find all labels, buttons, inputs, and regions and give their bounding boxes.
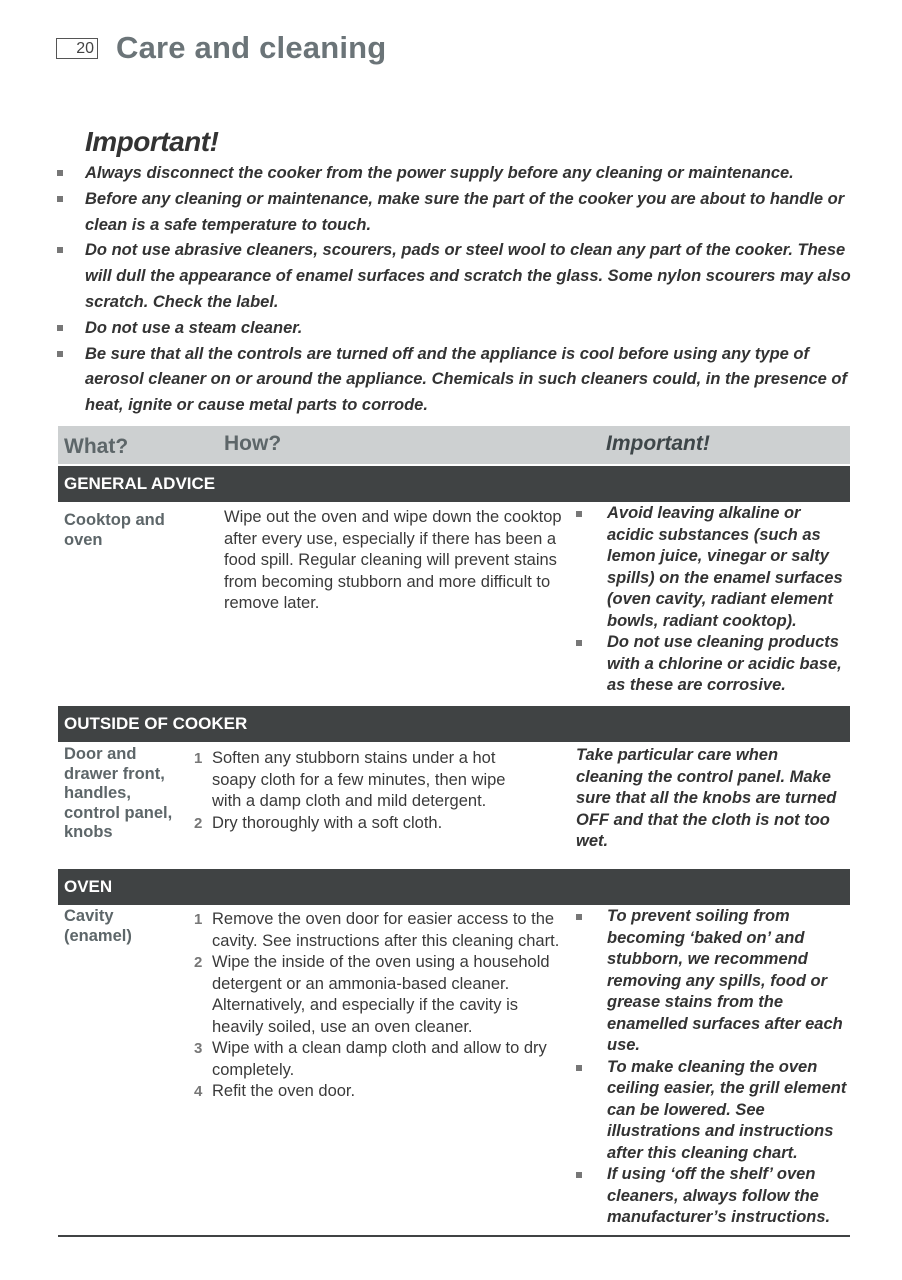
step-number: 2	[194, 814, 203, 832]
what-cell: Cavity (enamel)	[64, 907, 132, 945]
important-item	[57, 316, 852, 342]
square-bullet-icon	[57, 170, 63, 176]
important-note-text: To make cleaning the oven ceiling easier, the grill element can be lowered. See illustrations and instructions after this cleaning chart.	[607, 1057, 847, 1162]
important-item-text: Do not use abrasive cleaners, scourers, pads or steel wool to clean any part of the cooker. These will dull the appearance of enamel surfaces and scratch the glass. Some nylon scourers may also scratch. Check the label.	[85, 241, 851, 311]
important-item	[57, 161, 852, 187]
important-list	[57, 161, 852, 419]
what-cell: Door and drawer front, handles, control panel, knobs	[64, 745, 173, 841]
important-note-text: Avoid leaving alkaline or acidic substances (such as lemon juice, vinegar or salty spills) on the enamel surfaces (oven cavity, radiant element bowls, radiant cooktop).	[607, 504, 843, 630]
page-number: 20	[56, 38, 98, 59]
section-oven: OVEN	[58, 869, 850, 905]
step-text: Wipe with a clean damp cloth and allow to dry completely.	[212, 1039, 547, 1079]
page-title: Care and cleaning	[116, 30, 387, 65]
step-text: Refit the oven door.	[212, 1082, 356, 1100]
important-note-text: Do not use cleaning products with a chlorine or acidic base, as these are corrosive.	[607, 633, 842, 694]
important-note	[576, 632, 848, 697]
important-heading: Important!	[85, 126, 219, 157]
step-number: 3	[194, 1040, 203, 1057]
step-number: 2	[194, 954, 203, 971]
header-what: What?	[64, 435, 129, 458]
step-text: Soften any stubborn stains under a hot soapy cloth for a few minutes, then wipe with a damp cloth and mild detergent.	[212, 749, 506, 810]
header-how: How?	[224, 432, 282, 455]
square-bullet-icon	[576, 1065, 582, 1071]
square-bullet-icon	[576, 511, 582, 517]
important-item-text: Be sure that all the controls are turned off and the appliance is cool before using any type of aerosol cleaner on or around the appliance. Chemicals in such cleaners could, in the presence of heat, ignite or cause metal parts to corrode.	[85, 344, 847, 415]
step-number: 1	[194, 750, 203, 767]
step-text: Dry thoroughly with a soft cloth.	[212, 813, 443, 832]
step-item	[194, 1038, 560, 1081]
square-bullet-icon	[57, 196, 63, 202]
important-cell: Take particular care when cleaning the control panel. Make sure that all the knobs are turned OFF and that the cloth is not too wet.	[576, 746, 837, 850]
step-item	[194, 813, 534, 835]
step-item	[194, 1081, 560, 1103]
important-note	[576, 503, 848, 632]
how-cell: Wipe out the oven and wipe down the cooktop after every use, especially if there has been a food spill. Regular cleaning will prevent stains from becoming stubborn and more difficult to remove later.	[224, 508, 562, 612]
important-item-text: Do not use a steam cleaner.	[85, 318, 303, 337]
important-note-text: If using ‘off the shelf’ oven cleaners, always follow the manufacturer’s instructions.	[607, 1165, 831, 1226]
step-item	[194, 748, 534, 813]
step-item	[194, 909, 560, 952]
important-note-text: To prevent soiling from becoming ‘baked on’ and stubborn, we recommend removing any spills, food or grease stains from the enamelled surfaces after each use.	[607, 907, 843, 1054]
how-steps	[194, 909, 560, 1103]
important-item	[57, 238, 852, 315]
important-item	[57, 342, 852, 419]
step-number: 4	[194, 1083, 203, 1100]
bottom-divider	[58, 1235, 850, 1237]
important-note	[576, 1164, 848, 1229]
important-note	[576, 1057, 848, 1165]
step-item	[194, 952, 560, 1038]
table-header-row	[58, 426, 850, 464]
square-bullet-icon	[57, 325, 63, 331]
section-general-advice: GENERAL ADVICE	[58, 466, 850, 502]
square-bullet-icon	[576, 914, 582, 920]
square-bullet-icon	[57, 351, 63, 357]
important-note	[576, 906, 848, 1057]
step-text: Remove the oven door for easier access to the cavity. See instructions after this cleaning chart.	[212, 910, 560, 950]
important-item-text: Always disconnect the cooker from the power supply before any cleaning or maintenance.	[85, 164, 794, 182]
important-item	[57, 187, 852, 239]
important-cell	[576, 906, 848, 1229]
header-important: Important!	[606, 432, 710, 455]
step-number: 1	[194, 911, 203, 928]
important-item-text: Before any cleaning or maintenance, make sure the part of the cooker you are about to handle or clean is a safe temperature to touch.	[85, 189, 845, 234]
square-bullet-icon	[576, 640, 582, 646]
section-outside-of-cooker: OUTSIDE OF COOKER	[58, 706, 850, 742]
square-bullet-icon	[57, 247, 63, 253]
square-bullet-icon	[576, 1172, 582, 1178]
what-cell: Cooktop and oven	[64, 511, 165, 549]
how-steps	[194, 748, 534, 834]
step-text: Wipe the inside of the oven using a household detergent or an ammonia-based cleaner. Alternatively, and especially if the cavity is heavily soiled, use an oven cleaner.	[212, 953, 550, 1036]
important-cell	[576, 503, 848, 697]
